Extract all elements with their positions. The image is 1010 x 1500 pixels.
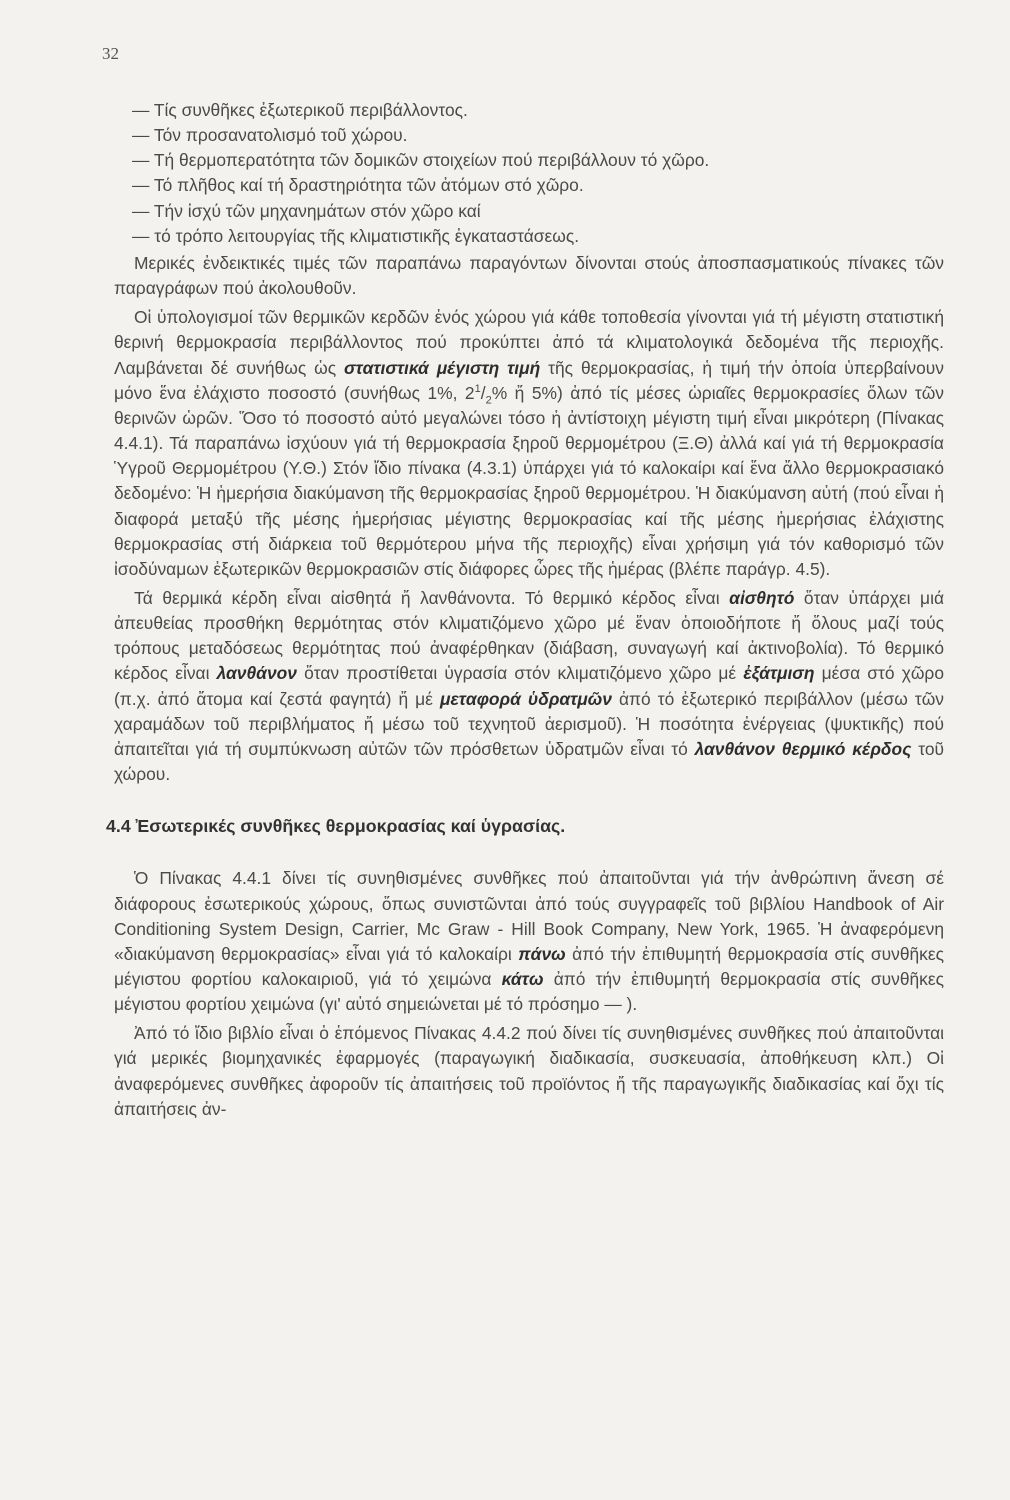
text-run: Οἱ ὑπολογισμοί τῶν θερμικῶν κερδῶν ἑνός χώρου γιά κάθε τοποθεσία γίνονται γιά τή μέγιστη στατιστική θερινή θερμοκρασία περιβάλλοντος πού προκύπτει ἀπό τά κλιματολογικά δεδομένα τῆς περιοχῆς. Λαμβάνεται δέ συνήθως ὡς (114, 307, 944, 378)
factor-list (114, 98, 944, 249)
emphasis-below: κάτω (501, 969, 544, 989)
text-run: ἀπό τήν ἐπιθυμητή θερμοκρασία στίς συνθῆκες μέγιστου φορτίου χειμώνα (γι' αὐτό σημειώνεται μέ τό πρόσημο — ). (114, 969, 944, 1015)
page-content (106, 98, 944, 1122)
emphasis-vapor-transfer: μεταφορά ὑδρατμῶν (440, 688, 612, 709)
emphasis-latent: λανθάνον (216, 663, 297, 684)
paragraph-sensible-latent (114, 586, 944, 787)
list-item: — Τόν προσανατολισμό τοῦ χώρου. (132, 125, 408, 146)
page-number: 32 (102, 44, 119, 63)
section-heading: 4.4 Ἐσωτερικές συνθῆκες θερμοκρασίας καί ὑγρασίας. (106, 816, 566, 837)
text-run: τῆς θερμοκρασίας, ἡ τιμή τήν ὁποία ὑπερβαίνουν μόνο ἕνα ἐλάχιστο ποσοστό (συνήθως 1%, 2 (114, 357, 944, 403)
paragraph-industrial-conditions: Ἀπό τό ἴδιο βιβλίο εἶναι ὁ ἑπόμενος Πίνακας 4.4.2 πού δίνει τίς συνηθισμένες συνθῆκες πού ἀπαιτοῦνται γιά μερικές βιομηχανικές ἐφαρμογές (παραγωγική διαδικασία, συσκευασία, ἀποθήκευση κλπ.) Οἱ ἀναφερόμενες συνθῆκες ἀφοροῦν τίς ἀπαιτήσεις τοῦ προϊόντος ἤ τῆς παραγωγικῆς διαδικασίας καί ὄχι τίς ἀπαιτήσεις ἀν- (114, 1023, 944, 1119)
list-item: — Τίς συνθῆκες ἐξωτερικοῦ περιβάλλοντος. (132, 100, 468, 120)
emphasis-latent-heat-gain: λανθάνον θερμικό κέρδος (694, 738, 912, 759)
paragraph-heat-gains-calculation (114, 305, 944, 582)
emphasis-sensible: αἰσθητό (729, 587, 795, 608)
emphasis-statistical-max: στατιστικά μέγιστη τιμή (343, 357, 541, 378)
list-item: — Τή θερμοπερατότητα τῶν δομικῶν στοιχείων πού περιβάλλουν τό χῶρο. (132, 150, 710, 171)
text-run: ἀπό τήν ἐπιθυμητή θερμοκρασία στίς συνθῆκες μέγιστου φορτίου καλοκαιριοῦ, γιά τό χειμώνα (114, 943, 944, 989)
fraction-numerator: 1 (474, 382, 481, 395)
text-run: ὅταν ὑπάρχει μιά ἀπευθείας προσθήκη θερμότητας στόν κλιματιζόμενο χῶρο μέ ἕναν ὁποιοδήποτε ἤ ὅλους μαζί τούς τρόπους μεταδόσεως θερμότητας πού ἀναφέρθηκαν (διάβαση, συναγωγή καί ἀκτινοβολία). Τό θερμικό κέρδος εἶναι (114, 587, 944, 684)
fraction-slash: / (480, 382, 486, 403)
fraction-denominator: 2 (485, 394, 492, 407)
list-item: — Τήν ἰσχύ τῶν μηχανημάτων στόν χῶρο καί (132, 200, 481, 221)
emphasis-above: πάνω (518, 943, 566, 964)
paragraph-indicative-values: Μερικές ἐνδεικτικές τιμές τῶν παραπάνω παραγόντων δίνονται στούς ἀποσπασματικούς πίνακες τῶν παραγράφων πού ἀκολουθοῦν. (114, 252, 944, 299)
emphasis-evaporation: ἐξάτμιση (743, 663, 815, 684)
text-run: % ἤ 5%) ἀπό τίς μέσες ὡριαῖες θερμοκρασίες ὅλων τῶν θερινῶν ὡρῶν. Ὅσο τό ποσοστό αὐτό μεγαλώνει τόσο ἡ ἀντίστοιχη μέγιστη τιμή εἶναι μικρότερη (Πίνακας 4.4.1). Τά παραπάνω ἰσχύουν γιά τή θερμοκρασία ξηροῦ θερμομέτρου (Ξ.Θ) ἀλλά καί γιά τή θερμοκρασία Ὑγροῦ Θερμομέτρου (Υ.Θ.) Στόν ἴδιο πίνακα (4.3.1) ὑπάρχει γιά τό καλοκαίρι καί ἕνα ἄλλο θερμοκρασιακό δεδομένο: Ἡ ἡμερήσια διακύμανση τῆς θερμοκρασίας ξηροῦ θερμομέτρου. Ἡ διακύμανση αὐτή (πού εἶναι ἡ διαφορά μεταξύ τῆς μέσης ἡμερήσιας μέγιστης θερμοκρασίας καί τῆς μέσης ἡμερήσιας ἐλάχιστης θερμοκρασίας στή διάρκεια τοῦ θερμότερου μήνα τῆς περιοχῆς) εἶναι χρήσιμη γιά τόν καθορισμό τῶν ἰσοδύναμων ἐξωτερικῶν θερμοκρασιῶν στίς διάφορες ὧρες τῆς ἡμέρας (βλέπε παράγρ. 4.5). (114, 382, 944, 579)
list-item: — Τό πλῆθος καί τή δραστηριότητα τῶν ἀτόμων στό χῶρο. (132, 175, 584, 196)
text-run: τοῦ χώρου. (114, 738, 944, 785)
text-run: ὅταν προστίθεται ὑγρασία στόν κλιματιζόμενο χῶρο μέ (296, 663, 744, 684)
paragraph-comfort-conditions (114, 866, 944, 1017)
text-run: Τά θερμικά κέρδη εἶναι αἰσθητά ἤ λανθάνοντα. Τό θερμικό κέρδος εἶναι (134, 587, 730, 608)
text-run: Ὁ Πίνακας 4.4.1 δίνει τίς συνηθισμένες συνθῆκες πού ἀπαιτοῦνται γιά τήν ἀνθρώπινη ἄνεση σέ διάφορους ἐσωτερικούς χώρους, ὅπως συνιστῶνται ἀπό τούς συγγραφεῖς τοῦ βιβλίου Handbook of Air Conditioning System Design, Carrier, Mc Graw - Hill Book Company, New York, 1965. Ἡ ἀναφερόμενη «διακύμανση θερμοκρασίας» εἶναι γιά τό καλοκαίρι (114, 868, 944, 964)
list-item: — τό τρόπο λειτουργίας τῆς κλιματιστικῆς ἐγκαταστάσεως. (132, 225, 580, 246)
text-run: ἀπό τό ἐξωτερικό περιβάλλον (μέσω τῶν χαραμάδων τοῦ περιβλήματος ἤ μέσω τοῦ τεχνητοῦ ἀερισμοῦ). Ἡ ποσότητα ἐνέργειας (ψυκτικῆς) πού ἀπαιτεῖται γιά τή συμπύκνωση αὐτῶν τῶν πρόσθετων ὑδρατμῶν εἶναι τό (114, 688, 944, 759)
text-run: μέσα στό χῶρο (π.χ. ἀπό ἄτομα καί ζεστά φαγητά) ἤ μέ (114, 663, 944, 709)
